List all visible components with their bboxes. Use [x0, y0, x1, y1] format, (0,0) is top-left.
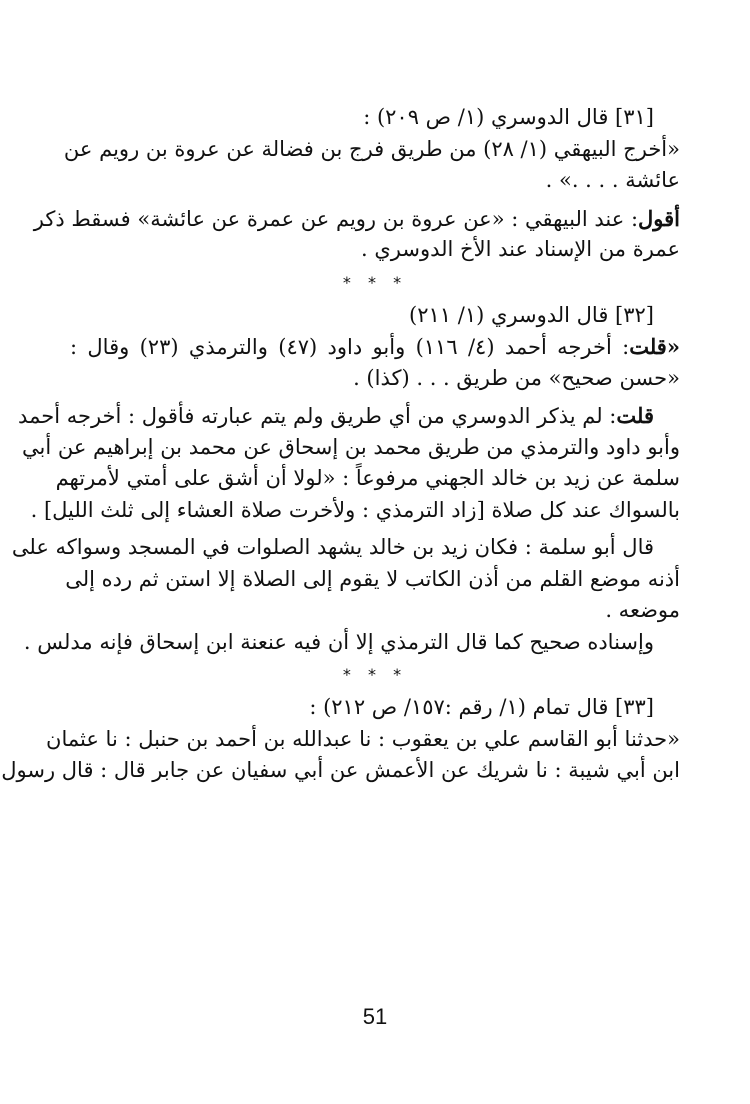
entry-33-quote-line-2: ابن أبي شيبة : نا شريك عن الأعمش عن أبي سفيان عن جابر قال : قال رسول: [1, 758, 680, 782]
entry-32-reply-line-2: وأبو داود والترمذي من طريق محمد بن إسحاق عن محمد بن إبراهيم عن أبي: [21, 434, 680, 459]
reply-label: قلت: [616, 403, 654, 428]
quote-label: «قلت: [629, 334, 680, 359]
reply-label: أقول: [638, 205, 680, 231]
entry-32-heading: [٣٢] قال الدوسري (١/ ٢١١): [409, 302, 654, 327]
entry-32-reply-text: : لم يذكر الدوسري من أي طريق ولم يتم عبارته فأقول : أخرجه أحمد: [18, 404, 617, 428]
entry-31-heading: [٣١] قال الدوسري (١/ ص ٢٠٩) :: [363, 105, 654, 129]
entry-31-reply-text: : عند البيهقي : «عن عروة بن رويم عن عمرة عن عائشة» فسقط ذكر: [33, 206, 639, 231]
entry-32-abu-salama-line-2: أذنه موضع القلم من أذن الكاتب لا يقوم إلى الصلاة إلا استن ثم رده إلى: [65, 566, 680, 591]
entry-32-abu-salama-line-1: قال أبو سلمة : فكان زيد بن خالد يشهد الصلوات في المسجد وسواكه على: [11, 535, 654, 559]
entry-33-quote-line-1: «حدثنا أبو القاسم علي بن يعقوب : نا عبدالله بن أحمد بن حنبل : نا عثمان: [46, 726, 680, 751]
entry-32-abu-salama-line-3: موضعه .: [605, 598, 680, 622]
entry-32-isnad-line: وإسناده صحيح كما قال الترمذي إلا أن فيه عنعنة ابن إسحاق فإنه مدلس .: [23, 629, 654, 654]
page-body: [1, 102, 680, 1104]
entry-31-reply-line-1: [33, 203, 680, 235]
section-separator-2: * * *: [342, 665, 408, 684]
entry-32-reply-line-1: [18, 400, 680, 432]
entry-32-quote-line-2: «حسن صحيح» من طريق . . . (كذا) .: [353, 365, 680, 390]
entry-33-heading: [٣٣] قال تمام (١/ رقم :١٥٧/ ص ٢١٢) :: [309, 695, 654, 719]
entry-31-reply-line-2: عمرة من الإسناد عند الأخ الدوسري .: [361, 237, 680, 261]
entry-31-quote-line-1: «أخرج البيهقي (١/ ٢٨) من طريق فرج بن فضالة عن عروة بن رويم عن: [63, 136, 680, 161]
entry-32-reply-line-3: سلمة عن زيد بن خالد الجهني مرفوعاً : «لولا أن أشق على أمتي لأمرتهم: [55, 466, 680, 490]
entry-32-quote-line-1: [70, 331, 680, 363]
entry-32-reply-line-4: بالسواك عند كل صلاة [زاد الترمذي : ولأخرت صلاة العشاء إلى ثلث الليل] .: [30, 497, 680, 522]
entry-31-quote-line-2: عائشة . . . .» .: [545, 168, 680, 192]
entry-32-quote-text: : أخرجه أحمد (٤/ ١١٦) وأبو داود (٤٧) والترمذي (٢٣) وقال :: [70, 335, 630, 359]
page-number: 51: [362, 1004, 388, 1029]
section-separator-1: * * *: [342, 272, 408, 292]
